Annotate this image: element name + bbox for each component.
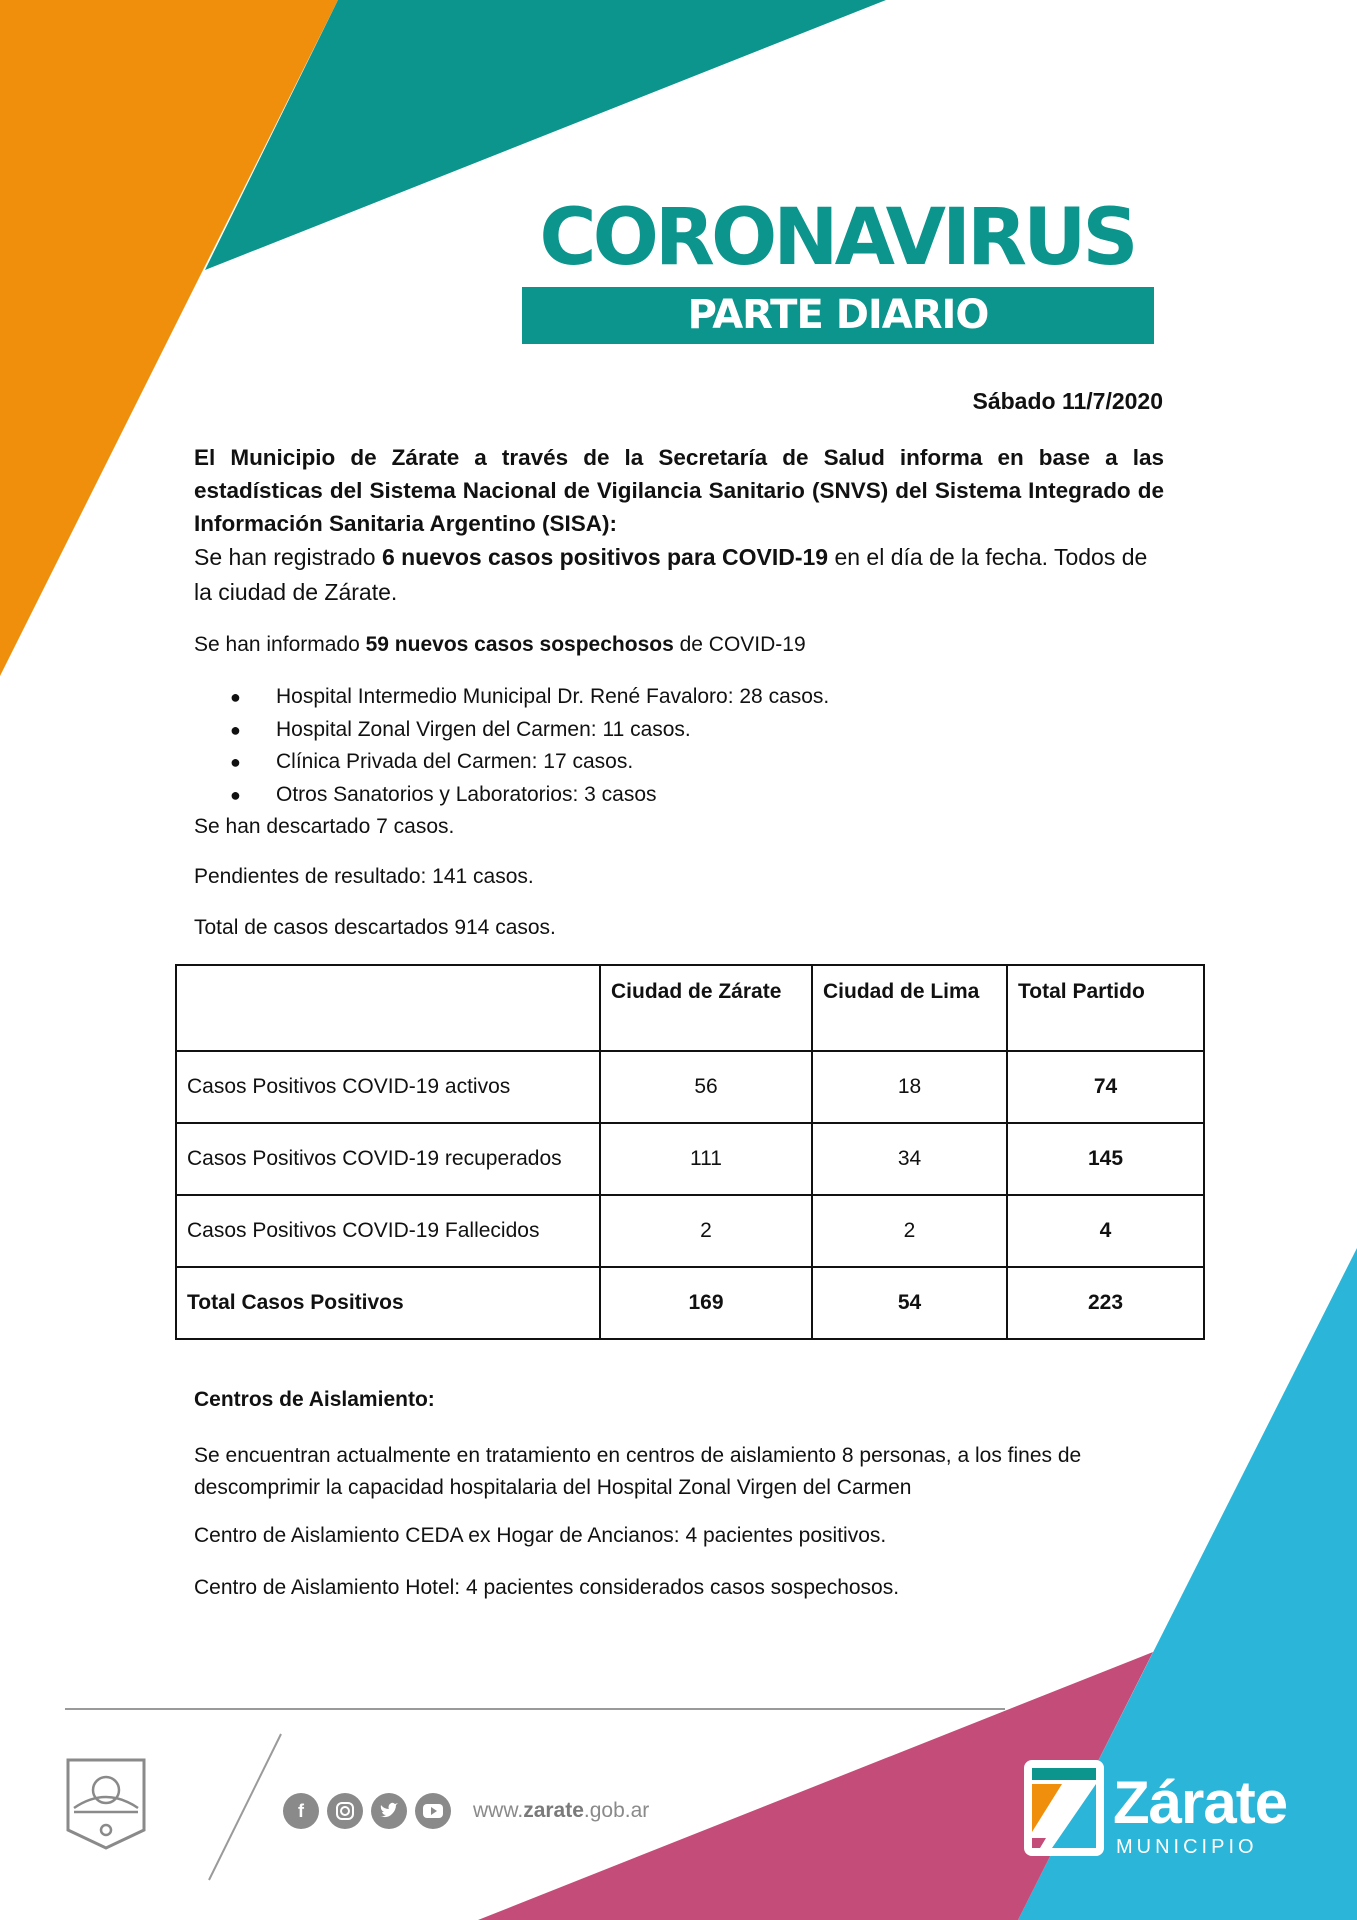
suspected-post: de COVID-19 [673, 633, 806, 656]
isolation-hotel: Centro de Aislamiento Hotel: 4 pacientes considerados casos sospechosos. [194, 1576, 900, 1599]
isolation-paragraph: Se encuentran actualmente en tratamiento en centros de aislamiento 8 personas, a los fines de descomprimir la capacidad hospitalaria del Hospital Zonal Virgen del Carmen [194, 1444, 1082, 1499]
footer-divider [65, 1708, 1005, 1710]
subtitle-banner: PARTE DIARIO [522, 287, 1154, 344]
list-item [230, 681, 829, 714]
intro-paragraph: El Municipio de Zárate a través de la Secretaría de Salud informa en base a las estadísticas del Sistema Nacional de Vigilancia Sanitario (SNVS) del Sistema Integrado de Información Sanitaria Argentino (SISA): [194, 445, 1164, 536]
table-cell: 169 [600, 1267, 812, 1339]
pending-text: Pendientes de resultado: 141 casos. [194, 865, 534, 888]
table-cell: 54 [812, 1267, 1007, 1339]
web-domain: zarate [523, 1799, 584, 1822]
facebook-icon[interactable]: f [283, 1793, 319, 1829]
hospital-item: Otros Sanatorios y Laboratorios: 3 casos [276, 782, 657, 806]
table-cell-total: 74 [1007, 1051, 1204, 1123]
table-cell: 111 [600, 1123, 812, 1195]
zarate-logo-icon [1022, 1758, 1106, 1858]
suspected-bold: 59 nuevos casos sospechosos [365, 633, 674, 656]
table-cell: 56 [600, 1051, 812, 1123]
isolation-title: Centros de Aislamiento: [194, 1388, 435, 1411]
suspected-pre: Se han informado [194, 633, 366, 656]
list-item [230, 746, 829, 779]
bullet: ● [230, 719, 241, 740]
row-label: Casos Positivos COVID-19 activos [176, 1051, 600, 1123]
table-cell-total: 223 [1007, 1267, 1204, 1339]
social-links [283, 1793, 451, 1829]
table-row [176, 1051, 1204, 1123]
report-date: Sábado 11/7/2020 [972, 388, 1163, 414]
registered-bold: 6 nuevos casos positivos para COVID-19 [381, 544, 829, 570]
hospital-list [230, 681, 829, 811]
row-label: Casos Positivos COVID-19 recuperados [176, 1123, 600, 1195]
suspected-cases-paragraph [194, 630, 806, 660]
twitter-icon[interactable] [371, 1793, 407, 1829]
web-suffix: .gob.ar [583, 1799, 650, 1822]
hospital-item: Hospital Zonal Virgen del Carmen: 11 casos. [276, 717, 691, 741]
row-label: Casos Positivos COVID-19 Fallecidos [176, 1195, 600, 1267]
row-label: Total Casos Positivos [176, 1267, 600, 1339]
list-item [230, 779, 829, 812]
table-header-row [176, 965, 1204, 1051]
table-cell: 2 [812, 1195, 1007, 1267]
table-header-cell: Total Partido [1007, 965, 1204, 1051]
registered-post: en el día de la fecha. Todos de la ciudad de Zárate. [194, 544, 1148, 605]
cases-table [175, 964, 1205, 1340]
logo-name: Zárate [1113, 1769, 1288, 1836]
registered-pre: Se han registrado [194, 544, 382, 570]
bullet: ● [230, 784, 241, 805]
web-prefix: www. [473, 1799, 524, 1822]
table-row [176, 1195, 1204, 1267]
new-positive-cases-paragraph [194, 540, 1164, 610]
page-title: CORONAVIRUS [539, 193, 1135, 283]
bullet: ● [230, 752, 241, 772]
website-link[interactable] [473, 1796, 649, 1826]
table-header-cell: Ciudad de Zárate [600, 965, 812, 1051]
isolation-ceda: Centro de Aislamiento CEDA ex Hogar de Ancianos: 4 pacientes positivos. [194, 1524, 887, 1547]
municipal-seal-icon [64, 1756, 148, 1852]
logo-subtitle: MUNICIPIO [1116, 1836, 1258, 1858]
table-header-cell [176, 965, 600, 1051]
table-row [176, 1123, 1204, 1195]
table-cell: 2 [600, 1195, 812, 1267]
hospital-item: Hospital Intermedio Municipal Dr. René Favaloro: 28 casos. [276, 685, 830, 708]
footer-slash [205, 1732, 285, 1882]
youtube-icon[interactable] [415, 1793, 451, 1829]
instagram-icon[interactable] [327, 1793, 363, 1829]
table-cell-total: 145 [1007, 1123, 1204, 1195]
table-header-cell: Ciudad de Lima [812, 965, 1007, 1051]
list-item [230, 714, 829, 747]
table-cell-total: 4 [1007, 1195, 1204, 1267]
total-discarded-text: Total de casos descartados 914 casos. [194, 916, 556, 939]
bullet: ● [230, 687, 241, 707]
hospital-item: Clínica Privada del Carmen: 17 casos. [276, 750, 634, 773]
table-cell: 18 [812, 1051, 1007, 1123]
table-cell: 34 [812, 1123, 1007, 1195]
discarded-text: Se han descartado 7 casos. [194, 815, 455, 838]
table-total-row [176, 1267, 1204, 1339]
